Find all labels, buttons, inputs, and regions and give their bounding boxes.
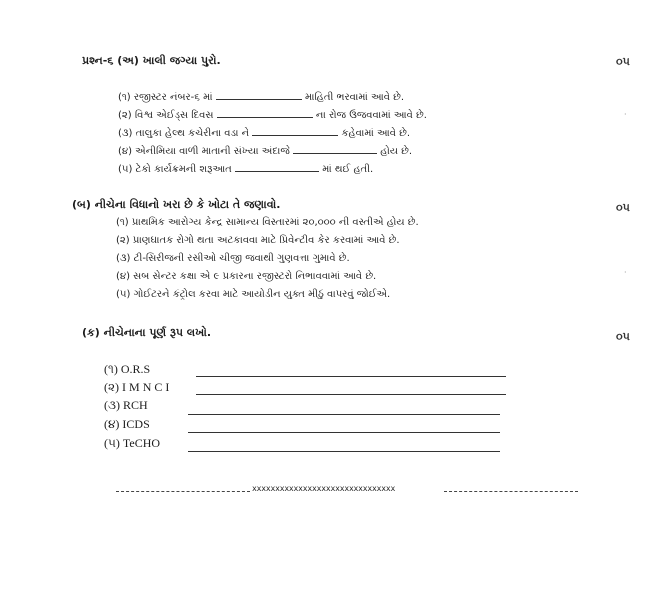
fill-blank-line-2[interactable] (217, 108, 313, 118)
fill-blank-item-2 (118, 108, 427, 121)
fill-blank-item-1-pre: (૧) રજીસ્ટર નંબર-૬ માં (118, 92, 213, 103)
footer-separator-text: xxxxxxxxxxxxxxxxxxxxxxxxxxxxxxx (252, 484, 396, 493)
answer-line-2[interactable] (196, 394, 506, 395)
abbreviation-item-5: (૫) TeCHO (104, 436, 161, 450)
fill-blank-item-3 (118, 126, 410, 139)
section-a-title: પ્રશ્ન-૬ (અ) ખાલી જગ્યા પુરો. (82, 54, 221, 67)
answer-line-4[interactable] (188, 432, 500, 433)
section-c-title: (ક) નીચેનાના પૂર્ણ રૂપ લખો. (82, 326, 212, 339)
fill-blank-item-5-pre: (૫) ટેકો કાર્યક્રમની શરૂઆત (118, 164, 232, 175)
fill-blank-item-5 (118, 162, 373, 175)
fill-blank-item-4 (118, 144, 412, 157)
footer-dash-left (116, 491, 250, 492)
fill-blank-item-1 (118, 90, 404, 103)
footer-separator (116, 484, 578, 496)
fill-blank-item-5-post: માં થઈ હતી. (322, 164, 374, 175)
section-c-marks: ૦૫ (616, 330, 630, 343)
fill-blank-item-4-pre: (૪) એનીમિયા વાળી માતાની સંખ્યા અંદાજે (118, 146, 290, 157)
section-b-marks: ૦૫ (616, 201, 630, 214)
abbreviation-item-4: (૪) ICDS (104, 417, 150, 431)
fill-blank-item-3-pre: (૩) તાલુકા હેલ્થ કચેરીના વડા ને (118, 128, 250, 139)
abbreviation-item-2: (૨) I M N C I (104, 380, 170, 394)
fill-blank-line-4[interactable] (293, 144, 377, 154)
true-false-item-4: (૪) સબ સેન્ટર કક્ષા એ ૯ પ્રકારના રજીસ્ટરો નિભાવવામાં આવે છે. (116, 271, 377, 282)
fill-blank-line-3[interactable] (252, 126, 338, 136)
footer-dash-right (444, 491, 578, 492)
section-a-marks: ૦૫ (616, 55, 630, 68)
margin-mark: · (624, 268, 627, 277)
abbreviation-item-3: (૩) RCH (104, 398, 148, 412)
answer-line-1[interactable] (196, 376, 506, 377)
fill-blank-item-2-post: ના રોજ ઉજવવામાં આવે છે. (315, 110, 427, 121)
fill-blank-item-3-post: કહેવામાં આવે છે. (341, 128, 411, 139)
fill-blank-item-2-pre: (૨) વિશ્વ એઈડ્સ દિવસ (118, 110, 214, 121)
fill-blank-line-5[interactable] (235, 162, 319, 172)
answer-line-5[interactable] (188, 451, 500, 452)
true-false-item-3: (૩) ટી-સિરીજની રસીઓ ચીજી જવાથી ગુણવત્તા ગુમાવે છે. (116, 253, 350, 264)
true-false-item-5: (૫) ગોઈટરને કંટ્રોલ કરવા માટે આયોડીન યુક્ત મીઠું વાપરવું જોઈએ. (116, 289, 391, 300)
fill-blank-item-1-post: માહિતી ભરવામાં આવે છે. (304, 92, 405, 103)
margin-mark: · (624, 110, 627, 119)
abbreviation-item-1: (૧) O.R.S (104, 362, 151, 376)
true-false-item-1: (૧) પ્રાથમિક આરોગ્ય કેન્દ્ર સામાન્ય વિસ્તારમાં ૨૦,૦૦૦ ની વસ્તીએ હોય છે. (116, 217, 419, 228)
fill-blank-item-4-post: હોય છે. (380, 146, 413, 157)
true-false-item-2: (૨) પ્રાણઘાતક રોગો થતા અટકાવવા માટે પ્રિવેન્ટીવ કેર કરવામાં આવે છે. (116, 235, 400, 246)
answer-line-3[interactable] (188, 414, 500, 415)
fill-blank-line-1[interactable] (216, 90, 302, 100)
section-b-title: (બ) નીચેના વિધાનો ખરા છે કે ખોટા તે જણાવો. (72, 198, 281, 211)
